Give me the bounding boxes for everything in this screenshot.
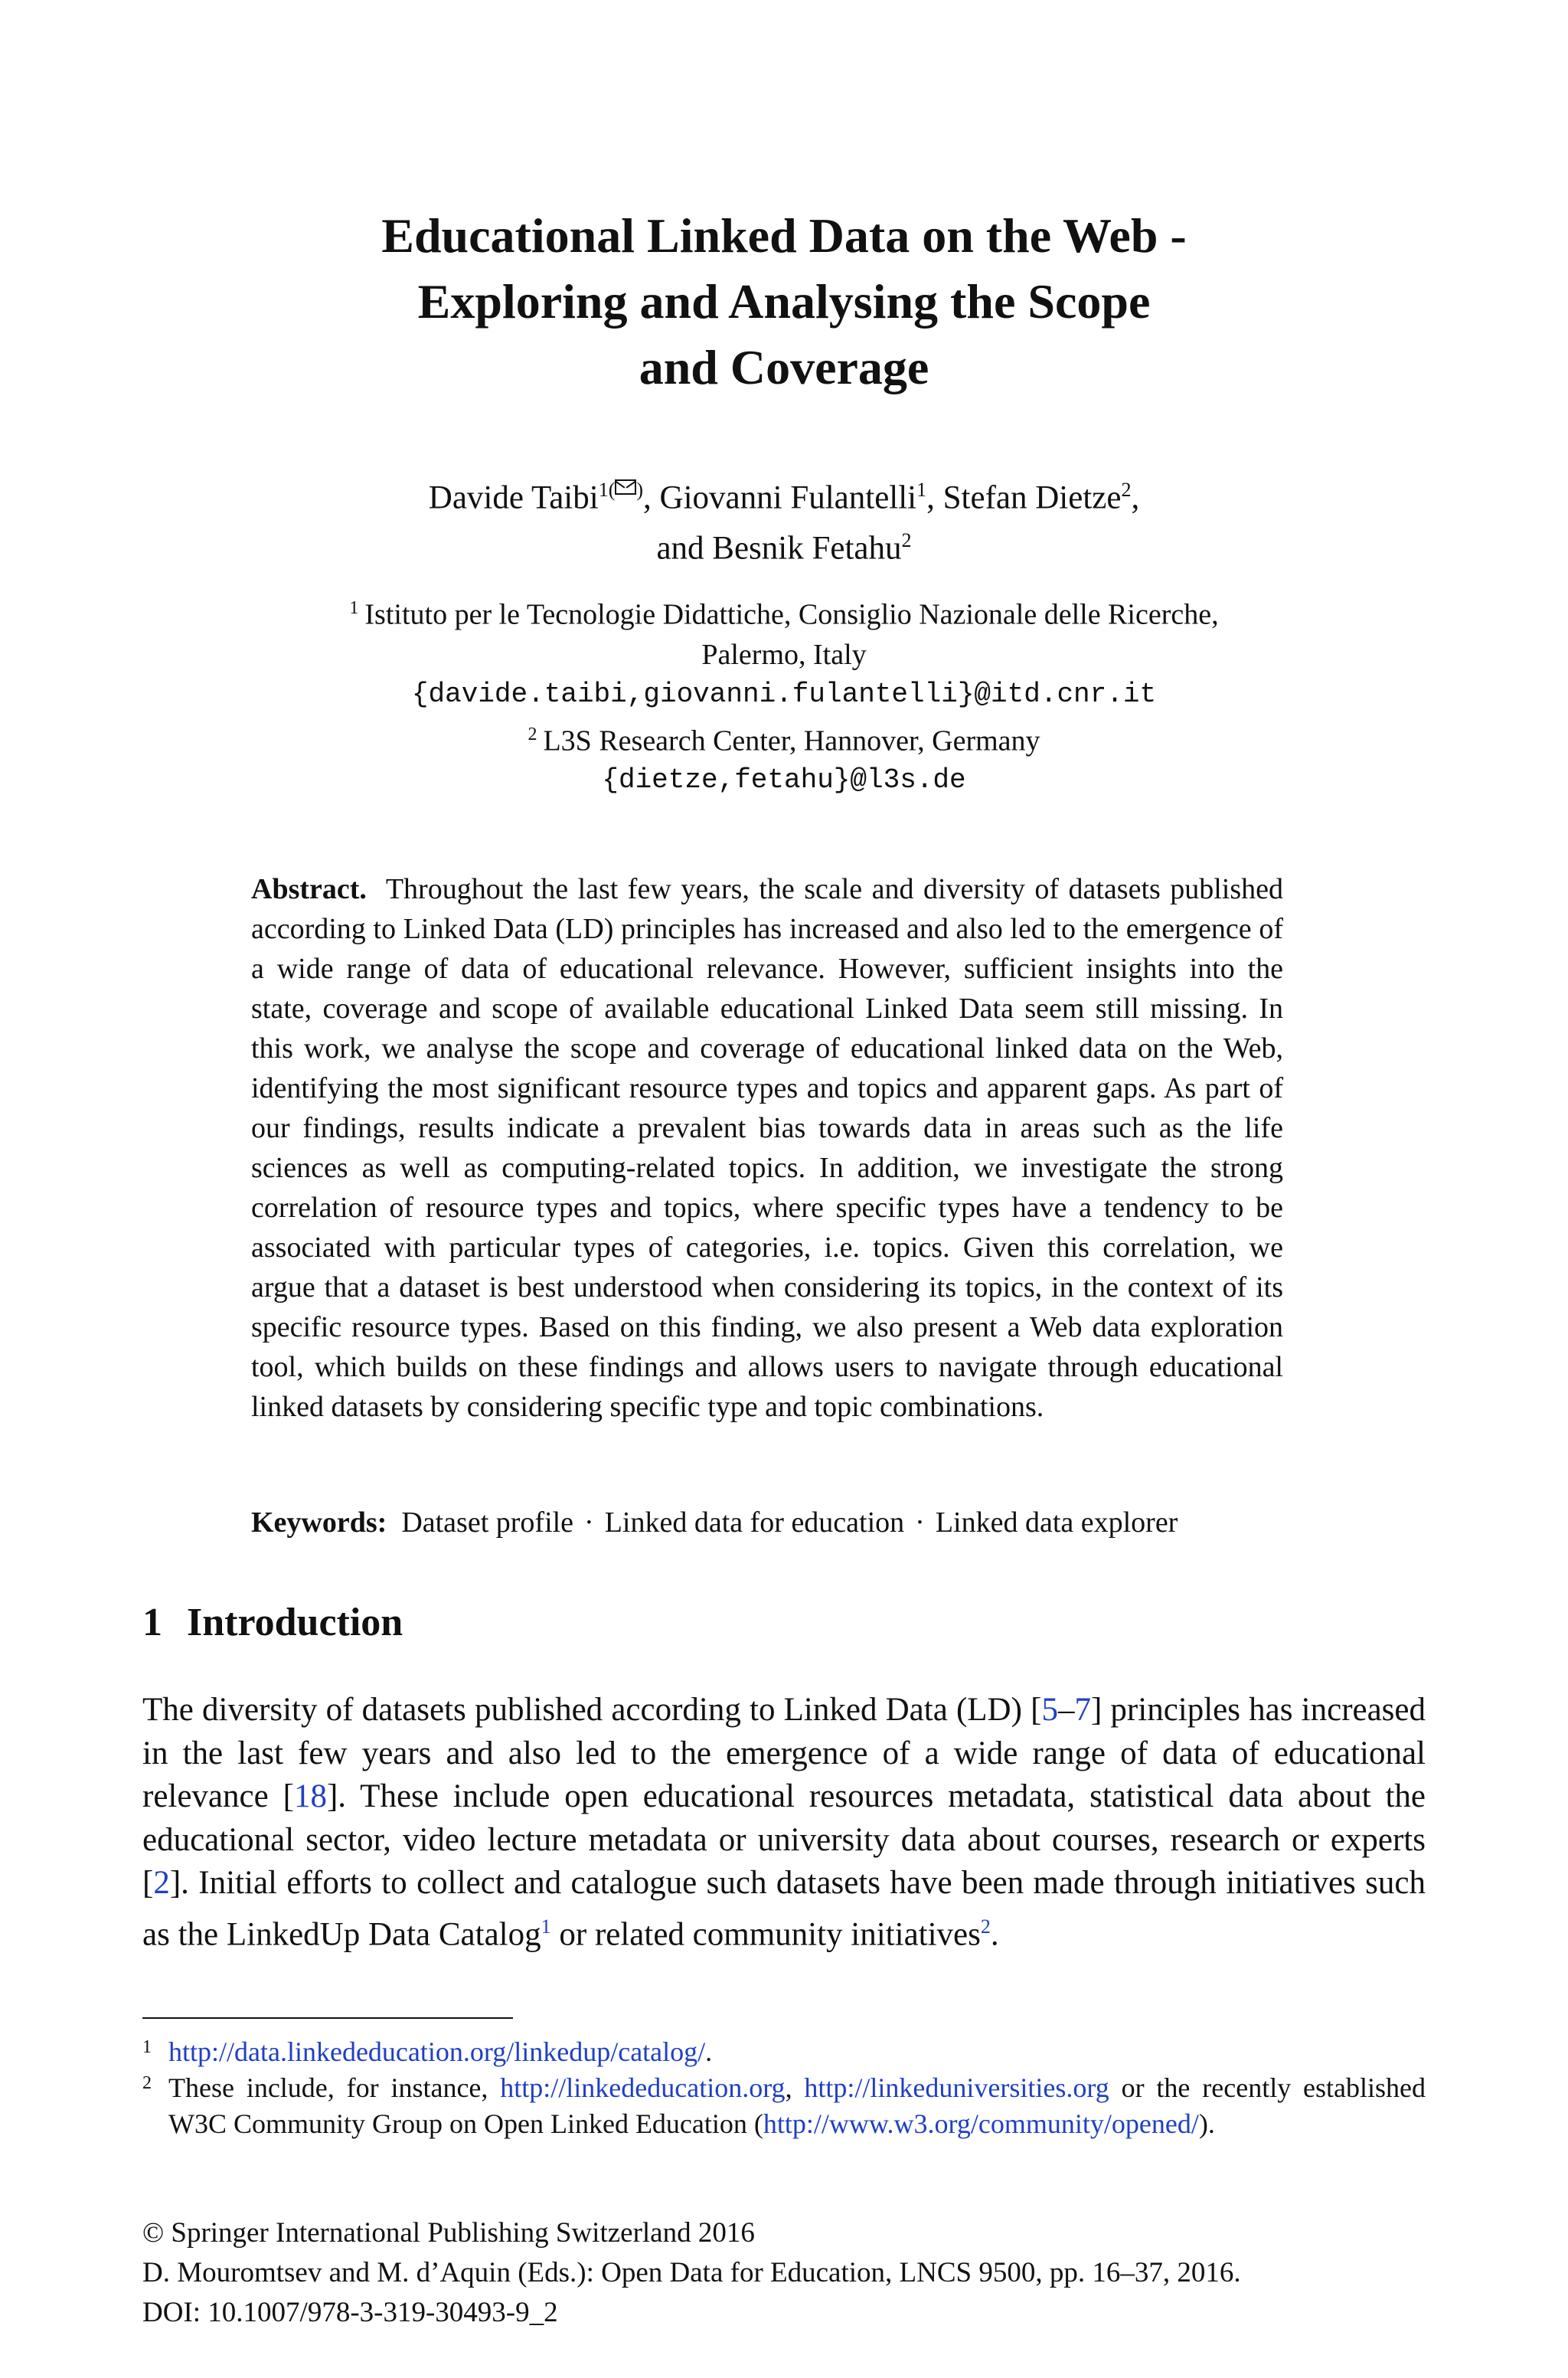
- abstract: [251, 869, 1283, 1427]
- affiliation-2-email: {dietze,fetahu}@l3s.de: [602, 764, 966, 796]
- author-list: [230, 469, 1338, 571]
- paper-title: [214, 203, 1354, 401]
- footnote-1: 1 http://data.linkededucation.org/linkedup/catalog/.: [142, 2036, 713, 2067]
- publication-footer: [142, 2213, 1426, 2333]
- keyword-2: Linked data for education: [604, 1506, 905, 1539]
- author-1-affil: 1( ): [598, 479, 644, 501]
- doi-line: DOI: 10.1007/978-3-319-30493-9_2: [142, 2297, 558, 2328]
- footnote-link[interactable]: http://data.linkededucation.org/linkedup/catalog/: [168, 2036, 706, 2067]
- keywords: [251, 1503, 1323, 1542]
- section-number: 1: [142, 1601, 162, 1644]
- keyword-separator: ·: [584, 1506, 594, 1539]
- title-line-3: and Coverage: [639, 340, 929, 394]
- footnote-link[interactable]: http://www.w3.org/community/opened/: [763, 2108, 1199, 2139]
- title-line-1: Educational Linked Data on the Web -: [381, 208, 1187, 263]
- affiliations: [230, 588, 1338, 800]
- affiliation-1: $^1$ Istituto per le Tecnologie Didattiche, Consiglio Nazionale delle Ricerche,: [349, 598, 1219, 631]
- abstract-label: Abstract.: [251, 873, 367, 905]
- citation-link[interactable]: 5: [1041, 1692, 1058, 1728]
- author-2-affil: 1: [916, 479, 927, 501]
- author-3-affil: 2: [1121, 479, 1132, 501]
- keyword-3: Linked data explorer: [935, 1506, 1178, 1539]
- affiliation-1-email: {davide.taibi,giovanni.fulantelli}@itd.cnr.it: [411, 678, 1157, 710]
- section-title: Introduction: [187, 1601, 403, 1644]
- author-2-name: , Giovanni Fulantelli: [643, 479, 917, 516]
- intro-paragraph: The diversity of datasets published according to Linked Data (LD) [5–7] principles has increased in the last few years and also led to the emergence of a wide range of data of educational relevance [18]. These include open educational resources metadata, statistical data about the educational sector, video lecture metadata or university data about courses, research or experts [2]. Initial efforts to collect and catalogue such datasets have been made through initiatives such as the LinkedUp Data Catalog$^1$ or related community initiatives$^2$.: [142, 1692, 1426, 1952]
- author-1-name: Davide Taibi: [428, 479, 599, 516]
- citation-link[interactable]: 18: [293, 1778, 327, 1814]
- footnotes: [142, 2034, 1426, 2142]
- citation-link[interactable]: 2: [153, 1865, 170, 1901]
- keywords-label: Keywords:: [251, 1506, 387, 1539]
- author-4-affil: 2: [901, 529, 912, 552]
- footnote-ref[interactable]: 1: [541, 1915, 551, 1938]
- envelope-icon[interactable]: [615, 479, 636, 495]
- footnote-divider: [142, 2017, 513, 2019]
- abstract-text: Throughout the last few years, the scale and diversity of datasets published according to Linked Data (LD) principles has increased and also led to the emergence of a wide range of data of educational relevance. However, sufficient insights into the state, coverage and scope of available educational Linked Data seem still missing. In this work, we analyse the scope and coverage of educational linked data on the Web, identifying the most significant resource types and topics and apparent gaps. As part of our findings, results indicate a prevalent bias towards data in areas such as the life sciences as well as computing-related topics. In addition, we investigate the strong correlation of resource types and topics, where specific types have a tendency to be associated with particular types of categories, i.e. topics. Given this correlation, we argue that a dataset is best understood when considering its topics, in the context of its specific resource types. Based on this finding, we also present a Web data exploration tool, which builds on these findings and allows users to navigate through educational linked datasets by considering specific type and topic combinations.: [251, 873, 1284, 1423]
- footnote-link[interactable]: http://linkeduniversities.org: [804, 2072, 1109, 2103]
- title-line-2: Exploring and Analysing the Scope: [417, 274, 1151, 329]
- affiliation-2: $^2$ L3S Research Center, Hannover, Germany: [528, 724, 1040, 757]
- citation-line: D. Mouromtsev and M. d’Aquin (Eds.): Open Data for Education, LNCS 9500, pp. 16–37, 2016.: [142, 2257, 1241, 2288]
- keyword-separator: ·: [915, 1506, 925, 1539]
- copyright-line: © Springer International Publishing Switzerland 2016: [142, 2217, 755, 2249]
- citation-link[interactable]: 7: [1074, 1692, 1091, 1728]
- footnote-link[interactable]: http://linkededucation.org: [500, 2072, 786, 2103]
- authors-line-2: [230, 519, 1338, 570]
- author-4-name: and Besnik Fetahu: [656, 530, 902, 567]
- footnote-2: 2 These include, for instance, http://linkededucation.org, http://linkeduniversities.org or the recently established W3C Community Group on Open Linked Education (http://www.w3.org/community/opened/).: [142, 2072, 1426, 2139]
- section-heading: [142, 1596, 403, 1650]
- footnote-ref[interactable]: 2: [980, 1915, 991, 1938]
- author-3-name: , Stefan Dietze: [926, 479, 1122, 516]
- keyword-1: Dataset profile: [401, 1506, 574, 1539]
- affiliation-1-city: Palermo, Italy: [701, 638, 867, 671]
- authors-line-1: Davide Taibi$^{1( )}$, Giovanni Fulantelli$^1$, Stefan Dietze$^2$,: [428, 479, 1140, 516]
